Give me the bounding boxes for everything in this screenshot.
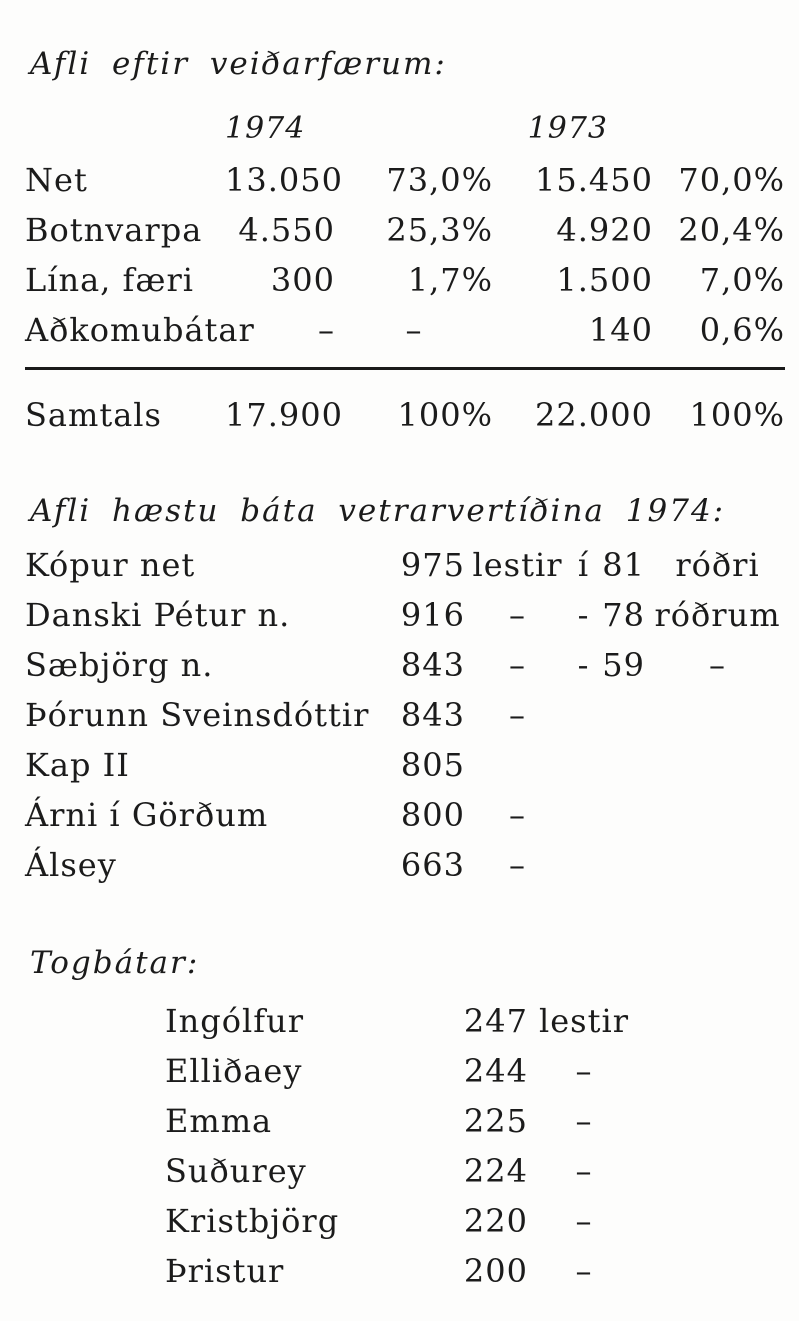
catch-unit: – <box>575 1252 593 1290</box>
catch-unit: – <box>509 846 526 884</box>
total-catch-1973: 22.000 <box>493 369 653 441</box>
catch-unit: – <box>509 796 526 834</box>
catch-1973: 140 <box>588 311 653 349</box>
pct-1974: 25,3% <box>386 211 493 249</box>
trip-unit: róðrum <box>654 596 781 634</box>
table-row-adkomubatar <box>25 305 785 369</box>
boat-name: Árni í Görðum <box>25 796 269 834</box>
catch-value: 247 <box>463 1002 528 1040</box>
boat-name: Danski Pétur n. <box>25 596 291 634</box>
catch-value: 220 <box>463 1202 528 1240</box>
catch-value: 225 <box>463 1102 528 1140</box>
trawler-row <box>165 1246 640 1296</box>
catch-value: 224 <box>463 1152 528 1190</box>
catch-unit: lestir <box>472 546 563 584</box>
catch-unit: – <box>575 1152 593 1190</box>
section-title-catch-by-gear: Afli eftir veiðarfærum: <box>30 46 447 82</box>
pct-1974: 73,0% <box>386 161 493 199</box>
boat-name: Þristur <box>165 1252 285 1290</box>
trawler-row <box>165 1196 640 1246</box>
trip-count: 81 <box>602 546 645 584</box>
total-row <box>25 369 785 441</box>
boat-row <box>25 540 790 590</box>
trawler-row <box>165 1146 640 1196</box>
boat-name: Kap II <box>25 746 130 784</box>
catch-1973: 15.450 <box>535 161 653 199</box>
catch-unit: – <box>509 646 526 684</box>
total-catch-1974: 17.900 <box>225 369 335 441</box>
boat-name: Emma <box>165 1102 273 1140</box>
catch-1973: 4.920 <box>556 211 653 249</box>
catch-value: 843 <box>400 646 465 684</box>
catch-value: 916 <box>400 596 465 634</box>
section-top-boats <box>0 490 799 890</box>
boat-name: Suðurey <box>165 1152 307 1190</box>
total-label: Samtals <box>25 369 225 441</box>
boat-row <box>25 690 790 740</box>
boat-row <box>25 840 790 890</box>
boat-name: Þórunn Sveinsdóttir <box>25 696 370 734</box>
catch-unit: lestir <box>539 1002 629 1040</box>
catch-by-gear-table <box>25 103 785 440</box>
total-pct-1973: 100% <box>653 369 785 441</box>
trawlers-table <box>165 996 640 1296</box>
catch-1974: 13.050 <box>225 161 343 199</box>
trip-count: 59 <box>602 646 645 684</box>
boat-row <box>25 590 790 640</box>
top-boats-table <box>25 540 790 890</box>
table-row-net <box>25 155 785 205</box>
trip-unit: róðri <box>675 546 760 584</box>
boat-row <box>25 740 790 790</box>
catch-value: 200 <box>463 1252 528 1290</box>
trawler-row <box>165 1096 640 1146</box>
gear-label: Aðkomubátar <box>25 311 255 349</box>
trip-unit: – <box>709 646 726 684</box>
catch-1973: 1.500 <box>556 261 653 299</box>
preposition: - <box>577 646 590 684</box>
trawler-row <box>165 996 640 1046</box>
boat-row <box>25 640 790 690</box>
catch-value: 805 <box>400 746 465 784</box>
catch-value: 843 <box>400 696 465 734</box>
header-spacer <box>25 103 225 155</box>
preposition: - <box>577 596 590 634</box>
catch-1974: 300 <box>270 261 335 299</box>
section-catch-by-gear <box>0 0 799 440</box>
boat-name: Sæbjörg n. <box>25 646 214 684</box>
year-header-1974: 1974 <box>225 111 306 146</box>
pct-1973: 70,0% <box>678 161 785 199</box>
boat-name: Álsey <box>25 846 117 884</box>
catch-1974-dash: – <box>318 311 335 349</box>
table-row-botnvarpa <box>25 205 785 255</box>
boat-name: Kópur net <box>25 546 196 584</box>
preposition: í <box>577 546 590 584</box>
pct-1974-dash: – <box>405 311 423 349</box>
catch-value: 244 <box>463 1052 528 1090</box>
gear-label: Lína, færi <box>25 261 194 299</box>
catch-unit: – <box>509 596 526 634</box>
trip-count: 78 <box>602 596 645 634</box>
year-header-row <box>25 103 785 155</box>
pct-1973: 0,6% <box>699 311 785 349</box>
boat-row <box>25 790 790 840</box>
section-trawlers <box>0 942 799 1296</box>
pct-1974: 1,7% <box>407 261 493 299</box>
catch-value: 800 <box>400 796 465 834</box>
section-title-top-boats: Afli hæstu báta vetrarvertíðina 1974: <box>30 493 726 529</box>
catch-1974: 4.550 <box>238 211 335 249</box>
pct-1973: 7,0% <box>699 261 785 299</box>
catch-unit: – <box>575 1102 593 1140</box>
catch-unit: – <box>575 1202 593 1240</box>
catch-unit: – <box>509 696 526 734</box>
section-title-trawlers: Togbátar: <box>30 945 200 981</box>
trawler-row <box>165 1046 640 1096</box>
table-row-lina-faeri <box>25 255 785 305</box>
boat-name: Ingólfur <box>165 1002 304 1040</box>
total-pct-1974: 100% <box>335 369 493 441</box>
catch-unit: – <box>575 1052 593 1090</box>
catch-value: 663 <box>400 846 465 884</box>
boat-name: Kristbjörg <box>165 1202 340 1240</box>
catch-value: 975 <box>400 546 465 584</box>
pct-1973: 20,4% <box>678 211 785 249</box>
gear-label: Net <box>25 161 88 199</box>
gear-label: Botnvarpa <box>25 211 203 249</box>
year-header-1973: 1973 <box>527 111 608 146</box>
boat-name: Elliðaey <box>165 1052 303 1090</box>
